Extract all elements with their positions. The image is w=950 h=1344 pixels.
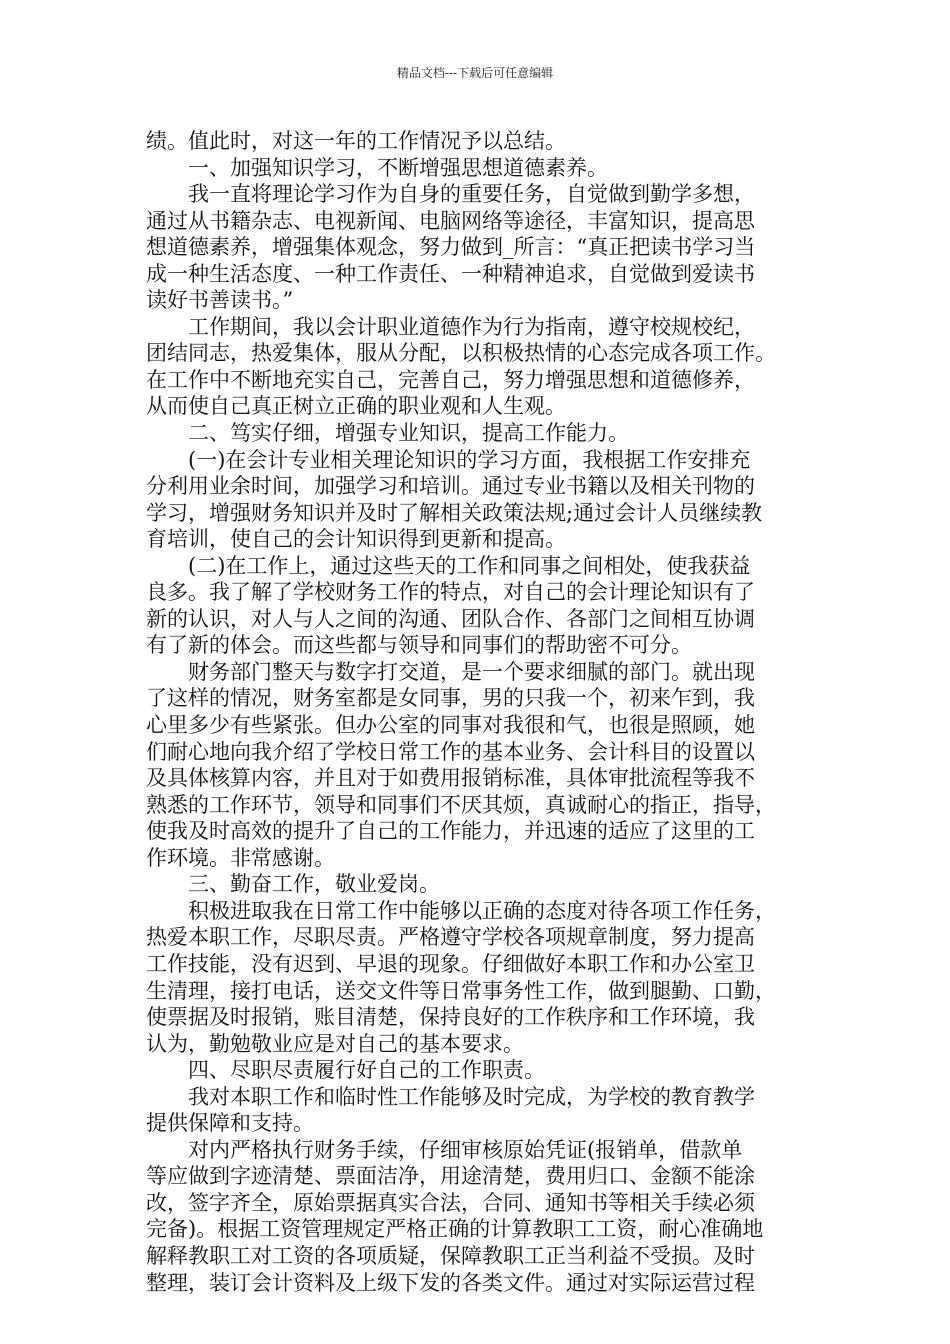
- text-line: 育培训，使自己的会计知识得到更新和提高。: [146, 527, 566, 552]
- text-line: 通过从书籍杂志、电视新闻、电脑网络等途径，丰富知识，提高思: [146, 208, 755, 233]
- text-line: 等应做到字迹清楚、票面洁净，用途清楚，费用归口、金额不能涂: [146, 1164, 755, 1189]
- text-line: (一)在会计专业相关理论知识的学习方面，我根据工作安排充: [146, 447, 751, 472]
- document-body: [146, 128, 824, 1296]
- text-line: 团结同志，热爱集体，服从分配，以积极热情的心态完成各项工作。: [146, 341, 776, 366]
- text-line: 想道德素养，增强集体观念，努力做到_所言：“真正把读书学习当: [146, 235, 756, 260]
- text-line: 读好书善读书。”: [146, 288, 294, 313]
- text-line: 对内严格执行财务手续，仔细审核原始凭证(报销单，借款单: [146, 1137, 743, 1162]
- text-line: 积极进取我在日常工作中能够以正确的态度对待各项工作任务，: [146, 898, 776, 923]
- text-line: 我一直将理论学习作为自身的重要任务，自觉做到勤学多想，: [146, 182, 755, 207]
- text-line: 从而使自己真正树立正确的职业观和人生观。: [146, 394, 566, 419]
- text-line: 熟悉的工作环节，领导和同事们不厌其烦，真诚耐心的指正，指导，: [146, 792, 776, 817]
- text-line: 良多。我了解了学校财务工作的特点，对自己的会计理论知识有了: [146, 580, 755, 605]
- text-line: 新的认识，对人与人之间的沟通、团队合作、各部门之间相互协调: [146, 606, 755, 631]
- text-line: 工作期间，我以会计职业道德作为行为指南，遵守校规校纪，: [146, 314, 755, 339]
- text-line: 心里多少有些紧张。但办公室的同事对我很和气，也很是照顾，她: [146, 713, 755, 738]
- text-line: 三、勤奋工作，敬业爱岗。: [146, 872, 440, 897]
- text-line: 使我及时高效的提升了自己的工作能力，并迅速的适应了这里的工: [146, 819, 755, 844]
- text-line: 有了新的体会。而这些都与领导和同事们的帮助密不可分。: [146, 633, 692, 658]
- text-line: 认为，勤勉敬业应是对自己的基本要求。: [146, 1031, 524, 1056]
- text-line: 绩。值此时，对这一年的工作情况予以总结。: [146, 129, 566, 153]
- text-line: 了这样的情况，财务室都是女同事，男的只我一个，初来乍到，我: [146, 686, 755, 711]
- text-line: 学习，增强财务知识并及时了解相关政策法规;通过会计人员继续教: [146, 500, 763, 525]
- text-line: 改，签字齐全，原始票据真实合法，合同、通知书等相关手续必须: [146, 1190, 755, 1215]
- text-line: 成一种生活态度、一种工作责任、一种精神追求，自觉做到爱读书: [146, 261, 755, 286]
- text-line: 热爱本职工作，尽职尽责。严格遵守学校各项规章制度，努力提高: [146, 925, 755, 950]
- text-line: 在工作中不断地充实自己，完善自己，努力增强思想和道德修养，: [146, 367, 755, 392]
- text-line: (二)在工作上，通过这些天的工作和同事之间相处，使我获益: [146, 553, 751, 578]
- text-line: 解释教职工对工资的各项质疑，保障教职工正当利益不受损。及时: [146, 1243, 755, 1268]
- text-line: 财务部门整天与数字打交道，是一个要求细腻的部门。就出现: [146, 659, 755, 684]
- text-line: 我对本职工作和临时性工作能够及时完成，为学校的教育教学: [146, 1084, 755, 1109]
- page-header: 精品文档---下载后可任意编辑: [396, 66, 554, 80]
- text-line: 完备)。根据工资管理规定严格正确的计算教职工工资，耐心准确地: [146, 1217, 764, 1242]
- text-line: 及具体核算内容，并且对于如费用报销标准，具体审批流程等我不: [146, 766, 755, 791]
- text-line: 分利用业余时间，加强学习和培训。通过专业书籍以及相关刊物的: [146, 474, 755, 499]
- text-line: 作环境。非常感谢。: [146, 845, 335, 870]
- text-line: 工作技能，没有迟到、早退的现象。仔细做好本职工作和办公室卫: [146, 951, 755, 976]
- text-line: 使票据及时报销，账目清楚，保持良好的工作秩序和工作环境，我: [146, 1005, 755, 1030]
- text-line: 提供保障和支持。: [146, 1111, 314, 1136]
- text-line: 整理，装订会计资料及上级下发的各类文件。通过对实际运营过程: [146, 1270, 755, 1295]
- text-line: 一、加强知识学习，不断增强思想道德素养。: [146, 155, 608, 180]
- text-line: 们耐心地向我介绍了学校日常工作的基本业务、会计科目的设置以: [146, 739, 755, 764]
- text-line: 二、笃实仔细，增强专业知识，提高工作能力。: [146, 421, 629, 446]
- text-line: 生清理，接打电话，送交文件等日常事务性工作，做到腿勤、口勤，: [146, 978, 776, 1003]
- text-line: 四、尽职尽责履行好自己的工作职责。: [146, 1058, 545, 1083]
